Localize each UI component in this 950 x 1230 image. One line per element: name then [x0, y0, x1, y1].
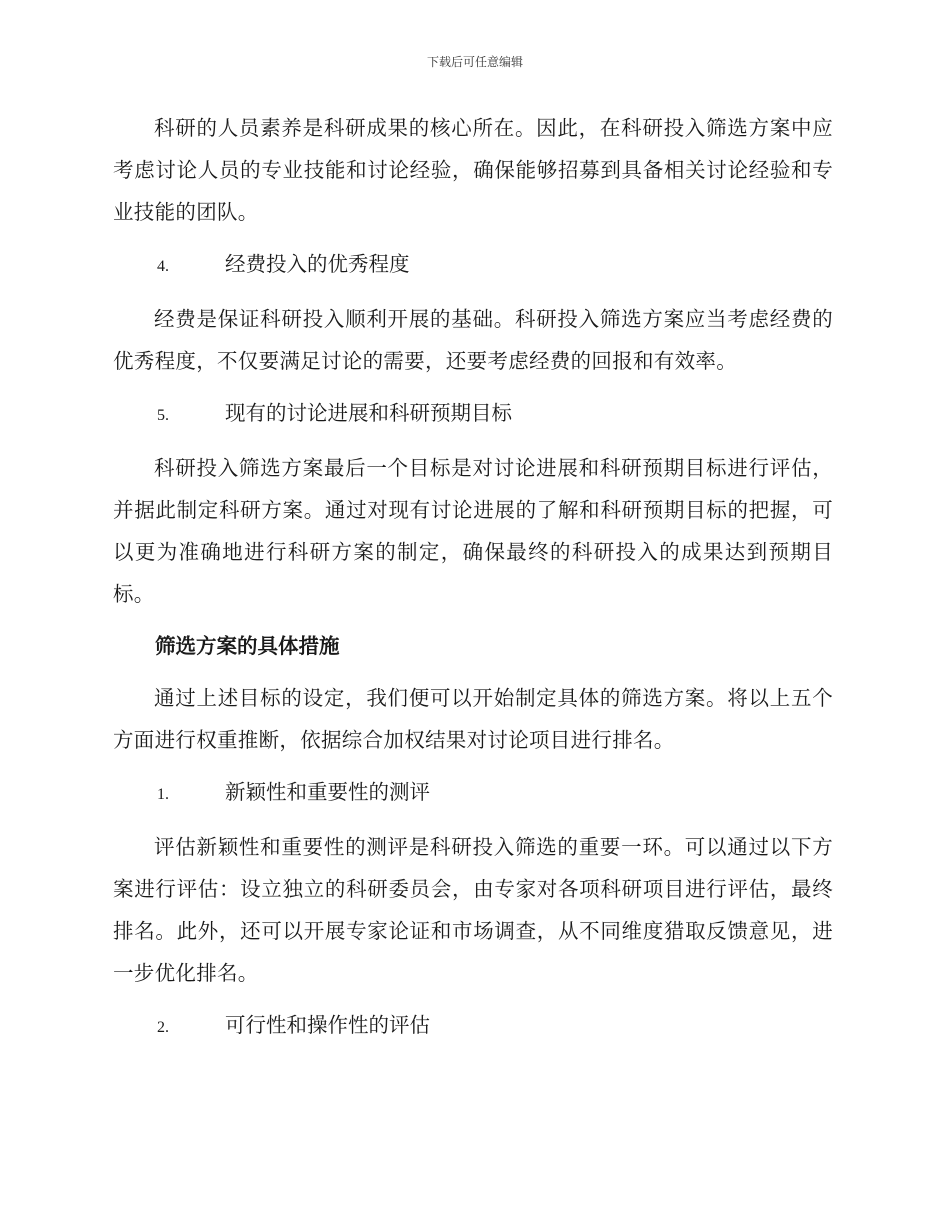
page-header: 下载后可任意编辑 — [426, 55, 523, 69]
list-item-label: 经费投入的优秀程度 — [225, 252, 410, 276]
list-number: 4. — [157, 258, 169, 275]
list-item-label: 现有的讨论进展和科研预期目标 — [225, 401, 512, 425]
list-item-label: 可行性和操作性的评估 — [225, 1013, 430, 1037]
paragraph-progress: 科研投入筛选方案最后一个目标是对讨论进展和科研预期目标进行评估，并据此制定科研方案。通过对现有讨论进展的了解和科研预期目标的把握，可以更为准确地进行科研方案的制定，确保最终的科研投入的成果达到预期目标。 — [113, 456, 833, 606]
list-item-1 — [113, 771, 833, 816]
list-number: 1. — [157, 786, 169, 803]
list-item-2 — [113, 1004, 833, 1049]
paragraph-novelty: 评估新颖性和重要性的测评是科研投入筛选的重要一环。可以通过以下方案进行评估：设立独立的科研委员会，由专家对各项科研项目进行评估，最终排名。此外，还可以开展专家论证和市场调查，从不同维度猎取反馈意见，进一步优化排名。 — [113, 835, 833, 985]
list-item-label: 新颖性和重要性的测评 — [225, 780, 430, 804]
paragraph-measures: 通过上述目标的设定，我们便可以开始制定具体的筛选方案。将以上五个方面进行权重推断，依据综合加权结果对讨论项目进行排名。 — [113, 686, 833, 752]
section-heading: 筛选方案的具体措施 — [155, 634, 340, 658]
paragraph-funding: 经费是保证科研投入顺利开展的基础。科研投入筛选方案应当考虑经费的优秀程度，不仅要满足讨论的需要，还要考虑经费的回报和有效率。 — [113, 307, 833, 373]
list-number: 2. — [157, 1019, 169, 1036]
document-body — [113, 107, 833, 1059]
list-item-4 — [113, 243, 833, 288]
list-number: 5. — [157, 407, 169, 424]
paragraph-personnel: 科研的人员素养是科研成果的核心所在。因此，在科研投入筛选方案中应考虑讨论人员的专业技能和讨论经验，确保能够招募到具备相关讨论经验和专业技能的团队。 — [113, 116, 833, 224]
list-item-5 — [113, 392, 833, 437]
